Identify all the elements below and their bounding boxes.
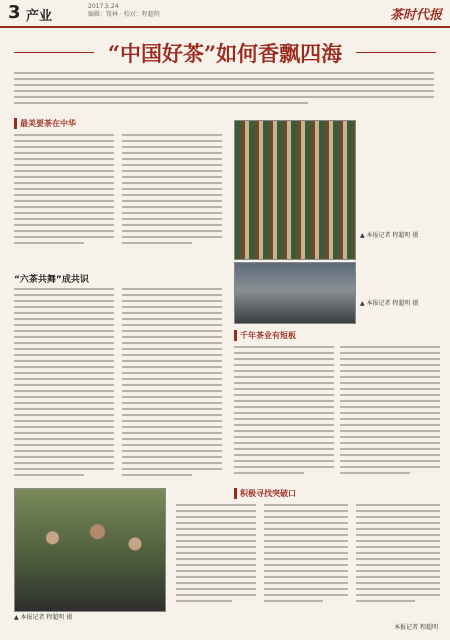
text-line-placeholder: [340, 430, 440, 432]
text-line-placeholder: [176, 576, 256, 578]
text-line-placeholder: [122, 170, 222, 172]
text-line-placeholder: [122, 224, 222, 226]
text-line-placeholder: [356, 582, 440, 584]
text-line-placeholder: [122, 236, 222, 238]
text-line-placeholder: [356, 504, 440, 506]
editor-line: 编辑：钮林 · 校对：程超明: [88, 11, 160, 18]
text-line-placeholder: [122, 146, 222, 148]
text-line-placeholder: [264, 522, 348, 524]
text-line-placeholder: [264, 558, 348, 560]
text-line-placeholder: [234, 376, 334, 378]
text-line-placeholder: [122, 408, 222, 410]
text-line-placeholder: [122, 206, 222, 208]
text-line-placeholder: [234, 358, 334, 360]
text-line-placeholder: [234, 442, 334, 444]
text-line-placeholder: [340, 406, 440, 408]
text-line-placeholder: [14, 450, 114, 452]
body-column-1b: [122, 134, 222, 248]
text-line-placeholder: [264, 516, 348, 518]
text-line-placeholder: [122, 188, 222, 190]
text-line-placeholder: [14, 330, 114, 332]
text-line-placeholder: [14, 390, 114, 392]
text-line-placeholder: [234, 448, 334, 450]
text-line-placeholder: [356, 564, 440, 566]
text-line-placeholder: [340, 454, 440, 456]
tea-shop-photo: [234, 120, 356, 260]
text-line-placeholder: [122, 468, 222, 470]
body-column-2a: [14, 288, 114, 480]
text-line-placeholder: [234, 472, 304, 474]
text-line-placeholder: [122, 372, 222, 374]
text-line-placeholder: [356, 522, 440, 524]
text-line-placeholder: [340, 364, 440, 366]
text-line-placeholder: [122, 432, 222, 434]
text-line-placeholder: [14, 72, 434, 74]
text-line-placeholder: [122, 342, 222, 344]
text-line-placeholder: [176, 540, 256, 542]
lead-paragraph: [14, 72, 434, 108]
text-line-placeholder: [340, 436, 440, 438]
text-line-placeholder: [356, 552, 440, 554]
text-line-placeholder: [176, 528, 256, 530]
text-line-placeholder: [122, 444, 222, 446]
text-line-placeholder: [264, 546, 348, 548]
text-line-placeholder: [122, 306, 222, 308]
text-line-placeholder: [264, 594, 348, 596]
text-line-placeholder: [122, 348, 222, 350]
text-line-placeholder: [14, 324, 114, 326]
text-line-placeholder: [234, 424, 334, 426]
text-line-placeholder: [14, 336, 114, 338]
tea-hall-photo: [234, 262, 356, 324]
text-line-placeholder: [14, 90, 434, 92]
text-line-placeholder: [234, 364, 334, 366]
text-line-placeholder: [234, 346, 334, 348]
text-line-placeholder: [122, 336, 222, 338]
text-line-placeholder: [340, 388, 440, 390]
text-line-placeholder: [234, 460, 334, 462]
text-line-placeholder: [122, 456, 222, 458]
text-line-placeholder: [14, 474, 84, 476]
text-line-placeholder: [340, 400, 440, 402]
text-line-placeholder: [122, 158, 222, 160]
text-line-placeholder: [356, 588, 440, 590]
text-line-placeholder: [122, 378, 222, 380]
text-line-placeholder: [14, 456, 114, 458]
text-line-placeholder: [356, 510, 440, 512]
text-line-placeholder: [176, 510, 256, 512]
text-line-placeholder: [14, 384, 114, 386]
page-headline: “中国好茶”如何香飘四海: [107, 41, 343, 66]
text-line-placeholder: [340, 418, 440, 420]
text-line-placeholder: [122, 164, 222, 166]
text-line-placeholder: [234, 394, 334, 396]
text-line-placeholder: [14, 438, 114, 440]
text-line-placeholder: [340, 346, 440, 348]
text-line-placeholder: [176, 552, 256, 554]
page-header: [0, 0, 450, 28]
text-line-placeholder: [356, 570, 440, 572]
text-line-placeholder: [176, 570, 256, 572]
text-line-placeholder: [340, 382, 440, 384]
text-line-placeholder: [14, 140, 114, 142]
text-line-placeholder: [122, 218, 222, 220]
text-line-placeholder: [122, 152, 222, 154]
text-line-placeholder: [264, 540, 348, 542]
text-line-placeholder: [122, 200, 222, 202]
text-line-placeholder: [14, 432, 114, 434]
text-line-placeholder: [264, 570, 348, 572]
text-line-placeholder: [340, 352, 440, 354]
text-line-placeholder: [122, 474, 192, 476]
text-line-placeholder: [14, 294, 114, 296]
text-line-placeholder: [122, 426, 222, 428]
text-line-placeholder: [122, 294, 222, 296]
section-heading-3: 千年茶业有短板: [234, 330, 296, 341]
text-line-placeholder: [264, 600, 323, 602]
text-line-placeholder: [264, 510, 348, 512]
body-column-1a: [14, 134, 114, 248]
text-line-placeholder: [176, 558, 256, 560]
text-line-placeholder: [14, 402, 114, 404]
text-line-placeholder: [122, 420, 222, 422]
text-line-placeholder: [176, 582, 256, 584]
text-line-placeholder: [14, 134, 114, 136]
text-line-placeholder: [14, 372, 114, 374]
text-line-placeholder: [122, 140, 222, 142]
text-line-placeholder: [340, 394, 440, 396]
text-line-placeholder: [234, 418, 334, 420]
text-line-placeholder: [340, 472, 410, 474]
text-line-placeholder: [356, 516, 440, 518]
section-heading-1: 最美要茶在中华: [14, 118, 76, 129]
text-line-placeholder: [14, 170, 114, 172]
text-line-placeholder: [14, 200, 114, 202]
text-line-placeholder: [340, 376, 440, 378]
article-byline: 本报记者 程超明: [394, 624, 438, 631]
text-line-placeholder: [14, 242, 84, 244]
text-line-placeholder: [122, 324, 222, 326]
text-line-placeholder: [234, 382, 334, 384]
text-line-placeholder: [122, 182, 222, 184]
text-line-placeholder: [14, 206, 114, 208]
text-line-placeholder: [122, 438, 222, 440]
text-line-placeholder: [14, 78, 434, 80]
text-line-placeholder: [14, 230, 114, 232]
text-line-placeholder: [14, 366, 114, 368]
text-line-placeholder: [234, 370, 334, 372]
text-line-placeholder: [234, 466, 334, 468]
text-line-placeholder: [14, 288, 114, 290]
text-line-placeholder: [14, 420, 114, 422]
text-line-placeholder: [356, 540, 440, 542]
text-line-placeholder: [14, 396, 114, 398]
text-line-placeholder: [356, 534, 440, 536]
text-line-placeholder: [14, 300, 114, 302]
text-line-placeholder: [14, 360, 114, 362]
text-line-placeholder: [234, 436, 334, 438]
text-line-placeholder: [14, 354, 114, 356]
text-line-placeholder: [234, 406, 334, 408]
text-line-placeholder: [14, 218, 114, 220]
text-line-placeholder: [122, 242, 192, 244]
text-line-placeholder: [264, 588, 348, 590]
text-line-placeholder: [234, 388, 334, 390]
text-line-placeholder: [176, 534, 256, 536]
body-column-3b: [340, 346, 440, 478]
text-line-placeholder: [122, 176, 222, 178]
text-line-placeholder: [176, 564, 256, 566]
text-line-placeholder: [122, 360, 222, 362]
text-line-placeholder: [340, 412, 440, 414]
text-line-placeholder: [122, 134, 222, 136]
text-line-placeholder: [122, 194, 222, 196]
text-line-placeholder: [14, 342, 114, 344]
text-line-placeholder: [122, 396, 222, 398]
text-line-placeholder: [176, 588, 256, 590]
text-line-placeholder: [264, 564, 348, 566]
photo-caption-1: ▲ 本报记者 程超明 摄: [360, 232, 419, 239]
issue-date: 2017.5.24: [88, 3, 119, 10]
text-line-placeholder: [14, 236, 114, 238]
text-line-placeholder: [176, 546, 256, 548]
section-heading-4: 积极寻找突破口: [234, 488, 296, 499]
text-line-placeholder: [356, 576, 440, 578]
page-number: 3: [8, 2, 21, 23]
text-line-placeholder: [122, 414, 222, 416]
newspaper-masthead: 茶时代报: [389, 8, 442, 23]
text-line-placeholder: [14, 102, 308, 104]
text-line-placeholder: [14, 462, 114, 464]
body-column-4a: [176, 504, 256, 606]
text-line-placeholder: [356, 600, 415, 602]
text-line-placeholder: [176, 594, 256, 596]
photo-caption-2: ▲ 本报记者 程超明 摄: [360, 300, 419, 307]
text-line-placeholder: [340, 358, 440, 360]
text-line-placeholder: [14, 414, 114, 416]
text-line-placeholder: [14, 96, 434, 98]
text-line-placeholder: [122, 330, 222, 332]
text-line-placeholder: [14, 164, 114, 166]
text-line-placeholder: [264, 504, 348, 506]
text-line-placeholder: [14, 84, 434, 86]
text-line-placeholder: [234, 454, 334, 456]
text-line-placeholder: [14, 348, 114, 350]
text-line-placeholder: [14, 182, 114, 184]
text-line-placeholder: [264, 528, 348, 530]
body-column-4c: [356, 504, 440, 606]
text-line-placeholder: [356, 558, 440, 560]
text-line-placeholder: [14, 212, 114, 214]
text-line-placeholder: [14, 158, 114, 160]
body-column-3a: [234, 346, 334, 478]
text-line-placeholder: [356, 594, 440, 596]
text-line-placeholder: [122, 384, 222, 386]
text-line-placeholder: [340, 448, 440, 450]
text-line-placeholder: [14, 146, 114, 148]
text-line-placeholder: [14, 176, 114, 178]
text-line-placeholder: [14, 312, 114, 314]
text-line-placeholder: [122, 300, 222, 302]
text-line-placeholder: [122, 366, 222, 368]
text-line-placeholder: [14, 378, 114, 380]
text-line-placeholder: [14, 152, 114, 154]
text-line-placeholder: [176, 522, 256, 524]
text-line-placeholder: [14, 426, 114, 428]
text-line-placeholder: [234, 400, 334, 402]
text-line-placeholder: [176, 516, 256, 518]
text-line-placeholder: [122, 354, 222, 356]
text-line-placeholder: [14, 444, 114, 446]
tea-event-photo: [14, 488, 166, 612]
text-line-placeholder: [14, 318, 114, 320]
body-column-4b: [264, 504, 348, 606]
section-heading-2: “六茶共舞”成共识: [14, 275, 89, 285]
section-label: 产业: [26, 9, 53, 24]
headline-rule-right: [356, 52, 436, 53]
text-line-placeholder: [14, 468, 114, 470]
text-line-placeholder: [122, 288, 222, 290]
text-line-placeholder: [122, 450, 222, 452]
text-line-placeholder: [264, 534, 348, 536]
text-line-placeholder: [14, 224, 114, 226]
text-line-placeholder: [340, 424, 440, 426]
text-line-placeholder: [122, 390, 222, 392]
text-line-placeholder: [14, 188, 114, 190]
text-line-placeholder: [264, 576, 348, 578]
text-line-placeholder: [176, 504, 256, 506]
text-line-placeholder: [14, 194, 114, 196]
text-line-placeholder: [122, 312, 222, 314]
text-line-placeholder: [340, 370, 440, 372]
header-meta: [88, 3, 160, 19]
text-line-placeholder: [264, 552, 348, 554]
text-line-placeholder: [356, 546, 440, 548]
text-line-placeholder: [234, 352, 334, 354]
text-line-placeholder: [122, 230, 222, 232]
text-line-placeholder: [176, 600, 232, 602]
body-column-2b: [122, 288, 222, 480]
text-line-placeholder: [340, 466, 440, 468]
text-line-placeholder: [14, 306, 114, 308]
text-line-placeholder: [122, 402, 222, 404]
text-line-placeholder: [340, 442, 440, 444]
text-line-placeholder: [122, 462, 222, 464]
photo-caption-3: ▲ 本报记者 程超明 摄: [14, 614, 73, 621]
text-line-placeholder: [234, 430, 334, 432]
text-line-placeholder: [356, 528, 440, 530]
text-line-placeholder: [340, 460, 440, 462]
text-line-placeholder: [234, 412, 334, 414]
text-line-placeholder: [14, 408, 114, 410]
text-line-placeholder: [264, 582, 348, 584]
text-line-placeholder: [122, 212, 222, 214]
text-line-placeholder: [122, 318, 222, 320]
